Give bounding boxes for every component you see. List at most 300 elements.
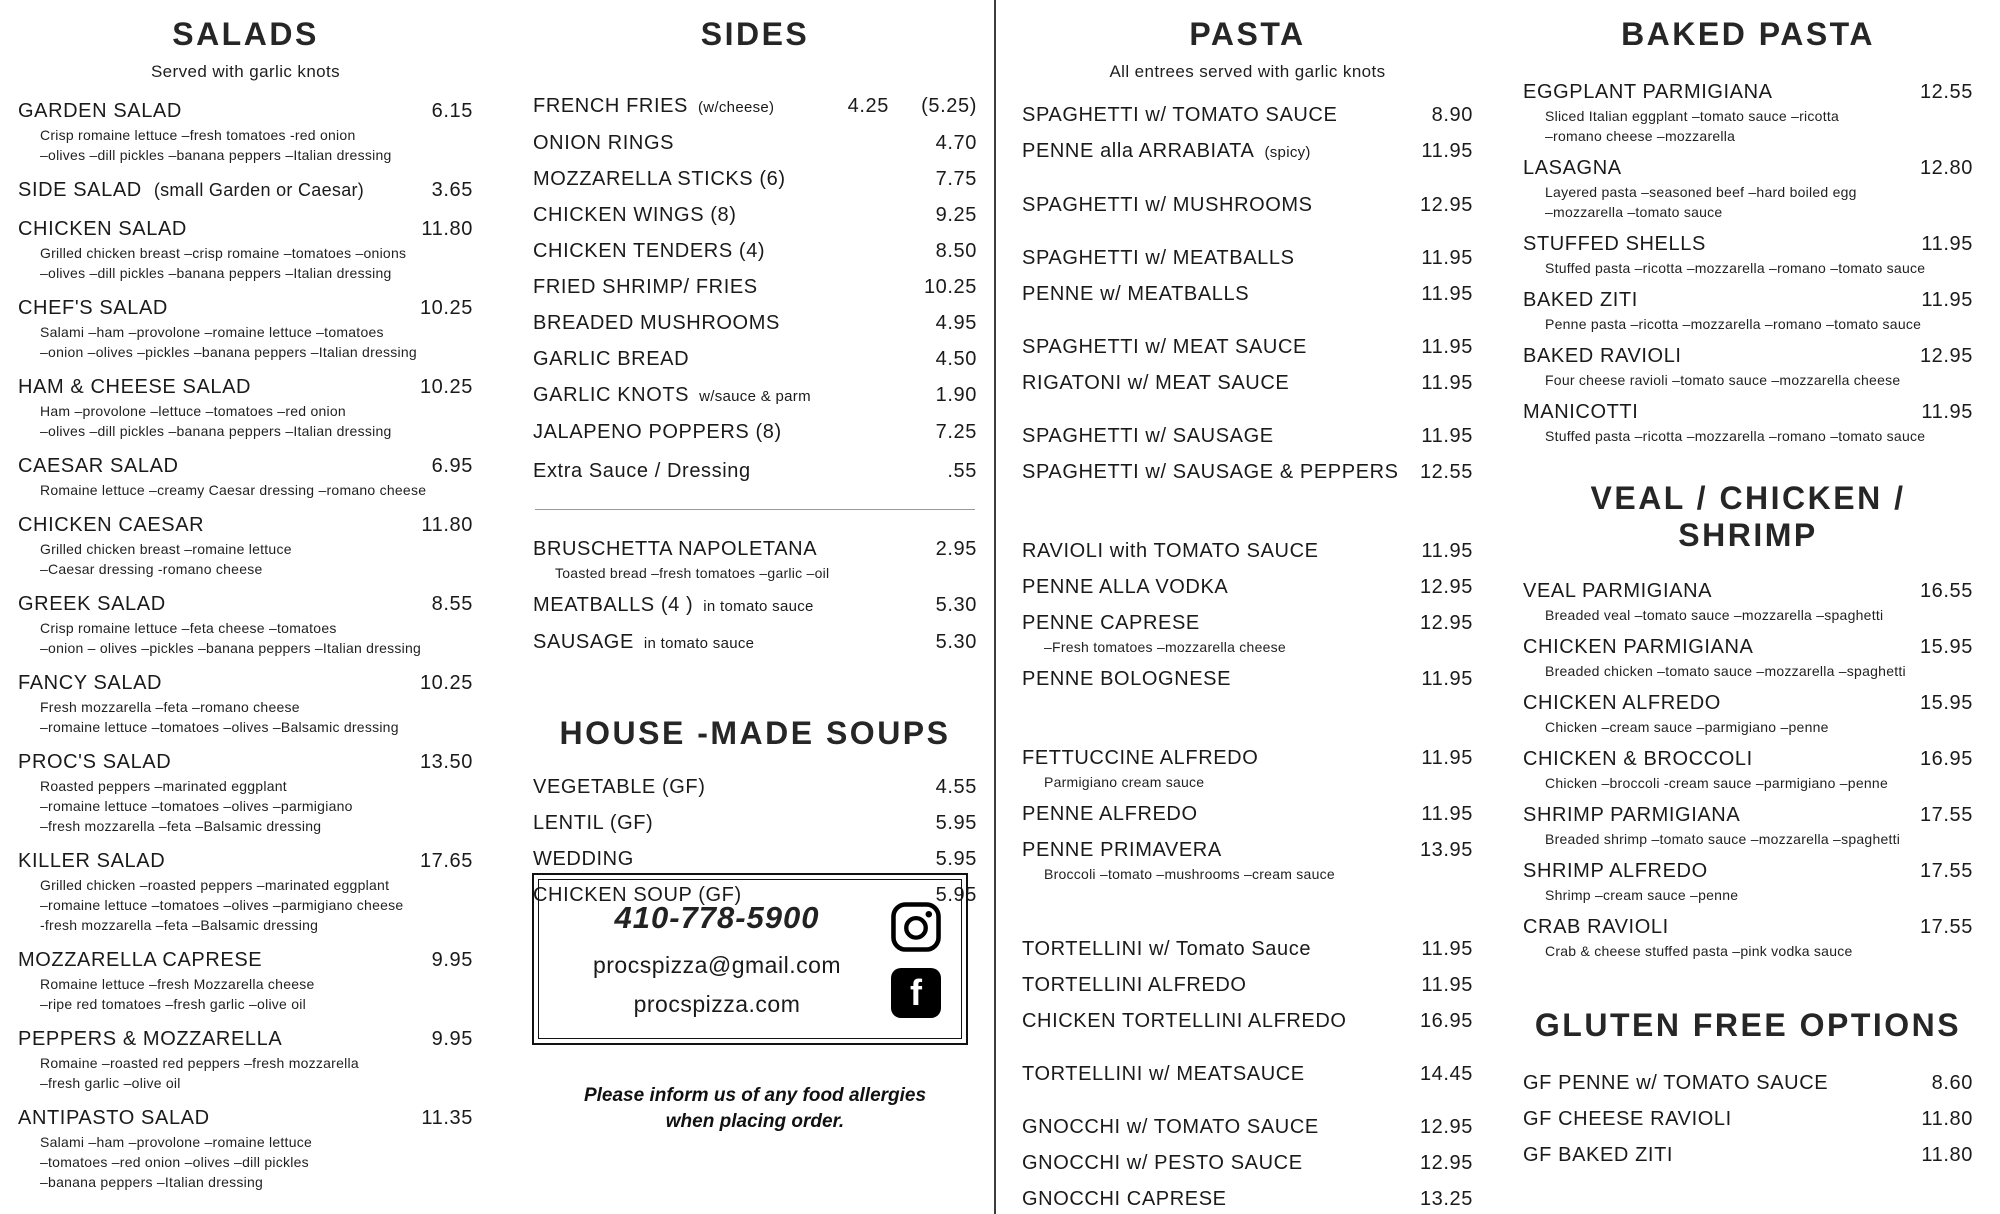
allergy-note bbox=[533, 1083, 977, 1135]
item-name: CHICKEN & BROCCOLI bbox=[1523, 748, 1753, 770]
menu-item bbox=[533, 458, 977, 485]
menu-item-row bbox=[18, 216, 473, 243]
item-desc-line: Breaded chicken –tomato sauce –mozzarella –spaghetti bbox=[1545, 663, 1906, 679]
item-description bbox=[1044, 864, 1473, 884]
menu-item bbox=[18, 216, 473, 283]
menu-item-row bbox=[533, 536, 977, 563]
menu-item-row bbox=[1523, 79, 1973, 106]
item-price: 12.95 bbox=[1419, 612, 1473, 634]
item-description bbox=[1545, 661, 1973, 681]
menu-item bbox=[1523, 79, 1973, 146]
item-name: SIDE SALAD (small Garden or Caesar) bbox=[18, 179, 365, 201]
item-name: MOZZARELLA STICKS (6) bbox=[533, 168, 786, 190]
menu-item-row bbox=[533, 774, 977, 801]
menu-item bbox=[533, 382, 977, 410]
item-name: GARLIC BREAD bbox=[533, 348, 690, 370]
item-name: HAM & CHEESE SALAD bbox=[18, 376, 252, 398]
item-name: GF CHEESE RAVIOLI bbox=[1523, 1108, 1732, 1130]
menu-item bbox=[1022, 459, 1473, 486]
menu-item bbox=[1523, 287, 1973, 334]
item-name: LENTIL (GF) bbox=[533, 812, 654, 834]
menu-item-row bbox=[1022, 370, 1473, 397]
item-price: 16.95 bbox=[1419, 1010, 1473, 1032]
menu-item bbox=[533, 419, 977, 446]
menu-item-row bbox=[1523, 634, 1973, 661]
menu-item bbox=[1022, 138, 1473, 166]
menu-item bbox=[1523, 155, 1973, 222]
item-name: CHICKEN TENDERS (4) bbox=[533, 240, 766, 262]
item-description bbox=[40, 1132, 473, 1192]
item-description bbox=[40, 401, 473, 441]
menu-item bbox=[533, 846, 977, 873]
item-name: GNOCCHI w/ TOMATO SAUCE bbox=[1022, 1116, 1319, 1138]
item-price: 12.95 bbox=[1419, 194, 1473, 216]
item-name: CHICKEN PARMIGIANA bbox=[1523, 636, 1754, 658]
item-desc-line: –fresh mozzarella –feta –Balsamic dressing bbox=[40, 818, 322, 834]
menu-item-row bbox=[18, 848, 473, 875]
menu-item bbox=[1022, 1008, 1473, 1035]
menu-item bbox=[533, 166, 977, 193]
item-price: 11.95 bbox=[1421, 938, 1473, 960]
menu-item bbox=[1523, 746, 1973, 793]
item-price: 5.95 bbox=[935, 812, 977, 834]
item-name: PROC'S SALAD bbox=[18, 751, 172, 773]
menu-item bbox=[1022, 370, 1473, 397]
menu-item bbox=[533, 346, 977, 373]
menu-item-row bbox=[18, 453, 473, 480]
item-name: WEDDING bbox=[533, 848, 634, 870]
menu-item-row bbox=[533, 310, 977, 337]
item-name: PENNE alla ARRABIATA (spicy) bbox=[1022, 140, 1311, 162]
menu-item-row bbox=[533, 592, 977, 620]
item-name: SHRIMP ALFREDO bbox=[1523, 860, 1708, 882]
item-name: STUFFED SHELLS bbox=[1523, 233, 1706, 255]
item-price: 8.90 bbox=[1431, 104, 1473, 126]
item-price: 11.80 bbox=[421, 218, 473, 240]
menu-item-row bbox=[18, 670, 473, 697]
menu-item-row bbox=[1022, 138, 1473, 166]
item-price: 11.95 bbox=[1421, 336, 1473, 358]
item-name: KILLER SALAD bbox=[18, 850, 166, 872]
item-desc-line: –mozzarella –tomato sauce bbox=[1545, 204, 1723, 220]
item-name: BRUSCHETTA NAPOLETANA bbox=[533, 538, 818, 560]
item-desc-line: Romaine –roasted red peppers –fresh mozzarella bbox=[40, 1055, 359, 1071]
item-name: PEPPERS & MOZZARELLA bbox=[18, 1028, 283, 1050]
menu-item-row bbox=[1523, 690, 1973, 717]
item-price: 11.95 bbox=[1421, 425, 1473, 447]
menu-item-row bbox=[18, 1026, 473, 1053]
menu-item-row bbox=[1022, 1150, 1473, 1177]
item-name: CHICKEN TORTELLINI ALFREDO bbox=[1022, 1010, 1347, 1032]
menu-item bbox=[533, 629, 977, 657]
menu-item bbox=[18, 591, 473, 658]
item-price: 11.95 bbox=[1921, 289, 1973, 311]
item-second-price: (5.25) bbox=[921, 95, 977, 117]
item-name: BAKED ZITI bbox=[1523, 289, 1638, 311]
item-price: 12.80 bbox=[1919, 157, 1973, 179]
menu-item-row bbox=[533, 238, 977, 265]
item-desc-line: –Caesar dressing -romano cheese bbox=[40, 561, 263, 577]
item-description bbox=[40, 776, 473, 836]
item-name: RIGATONI w/ MEAT SAUCE bbox=[1022, 372, 1290, 394]
item-price: 4.70 bbox=[935, 132, 977, 154]
menu-item-row bbox=[1022, 837, 1473, 864]
menu-item-row bbox=[1523, 1106, 1973, 1133]
item-description bbox=[1545, 370, 1973, 390]
item-desc-line: –romaine lettuce –tomatoes –olives –Balsamic dressing bbox=[40, 719, 399, 735]
menu-item-row bbox=[1523, 343, 1973, 370]
gluten-free-items bbox=[1523, 1070, 1973, 1169]
menu-item bbox=[1523, 1142, 1973, 1169]
menu-item-row bbox=[18, 374, 473, 401]
menu-item-row bbox=[1523, 155, 1973, 182]
item-name: MANICOTTI bbox=[1523, 401, 1639, 423]
menu-item-row bbox=[1022, 1008, 1473, 1035]
item-description bbox=[1044, 772, 1473, 792]
item-note: (spicy) bbox=[1264, 144, 1311, 161]
menu-item bbox=[533, 592, 977, 620]
item-name: TORTELLINI w/ MEATSAUCE bbox=[1022, 1063, 1305, 1085]
item-name: SPAGHETTI w/ MEATBALLS bbox=[1022, 247, 1295, 269]
menu-item bbox=[1523, 231, 1973, 278]
email-address: procspizza@gmail.com bbox=[592, 952, 842, 978]
item-desc-line: Broccoli –tomato –mushrooms –cream sauce bbox=[1044, 866, 1335, 882]
item-name: GARLIC KNOTS w/sauce & parm bbox=[533, 384, 811, 406]
menu-item bbox=[1022, 745, 1473, 792]
item-price: 10.25 bbox=[419, 672, 473, 694]
item-note: (small Garden or Caesar) bbox=[153, 180, 365, 200]
item-desc-line: Grilled chicken breast –romaine lettuce bbox=[40, 541, 292, 557]
item-description bbox=[40, 875, 473, 935]
menu-item-row bbox=[1523, 578, 1973, 605]
item-name: PENNE BOLOGNESE bbox=[1022, 668, 1232, 690]
menu-item bbox=[1022, 574, 1473, 601]
item-note: w/sauce & parm bbox=[699, 388, 811, 405]
pasta-title: PASTA bbox=[1189, 16, 1306, 52]
item-price: 13.25 bbox=[1419, 1188, 1473, 1210]
item-desc-line: Grilled chicken breast –crisp romaine –tomatoes –onions bbox=[40, 245, 407, 261]
item-price: 11.35 bbox=[421, 1107, 473, 1129]
item-price: 17.55 bbox=[1919, 860, 1973, 882]
menu-item-row bbox=[1523, 802, 1973, 829]
menu-item bbox=[1022, 801, 1473, 828]
item-price: 11.95 bbox=[1421, 540, 1473, 562]
item-desc-line: –olives –dill pickles –banana peppers –Italian dressing bbox=[40, 265, 392, 281]
menu-item-row bbox=[533, 810, 977, 837]
menu-item bbox=[18, 98, 473, 165]
menu-item-row bbox=[1022, 423, 1473, 450]
item-price: 6.95 bbox=[431, 455, 473, 477]
menu-item bbox=[1523, 634, 1973, 681]
menu-item-row bbox=[533, 93, 977, 121]
menu-item bbox=[1523, 1106, 1973, 1133]
item-price: 5.30 bbox=[935, 631, 977, 653]
item-price: 11.95 bbox=[1921, 233, 1973, 255]
item-description bbox=[40, 125, 473, 165]
item-name: PENNE ALLA VODKA bbox=[1022, 576, 1229, 598]
item-desc-line: Fresh mozzarella –feta –romano cheese bbox=[40, 699, 300, 715]
item-name: FRIED SHRIMP/ FRIES bbox=[533, 276, 758, 298]
item-price: 9.95 bbox=[431, 949, 473, 971]
item-price: 17.55 bbox=[1919, 916, 1973, 938]
item-desc-line: Grilled chicken –roasted peppers –marinated eggplant bbox=[40, 877, 390, 893]
item-name: GF PENNE w/ TOMATO SAUCE bbox=[1523, 1072, 1829, 1094]
item-desc-line: Roasted peppers –marinated eggplant bbox=[40, 778, 287, 794]
item-desc-line: Ham –provolone –lettuce –tomatoes –red onion bbox=[40, 403, 346, 419]
menu-item bbox=[18, 295, 473, 362]
item-price: 9.25 bbox=[935, 204, 977, 226]
veal-chicken-shrimp-title: VEAL / CHICKEN / SHRIMP bbox=[1590, 480, 1906, 553]
item-desc-line: –ripe red tomatoes –fresh garlic –olive oil bbox=[40, 996, 306, 1012]
menu-item bbox=[533, 238, 977, 265]
item-description bbox=[1545, 885, 1973, 905]
menu-item bbox=[1022, 1150, 1473, 1177]
menu-item bbox=[1022, 245, 1473, 272]
item-note: in tomato sauce bbox=[643, 635, 755, 652]
menu-item-row bbox=[1022, 801, 1473, 828]
salads-title: SALADS bbox=[172, 16, 319, 52]
menu-item-row bbox=[1523, 399, 1973, 426]
menu-item-row bbox=[18, 295, 473, 322]
item-price: 12.55 bbox=[1919, 81, 1973, 103]
item-name: CHICKEN WINGS (8) bbox=[533, 204, 737, 226]
veal-chicken-shrimp-items bbox=[1523, 578, 1973, 961]
menu-item bbox=[1022, 936, 1473, 963]
item-name: FANCY SALAD bbox=[18, 672, 163, 694]
item-desc-line: –romano cheese –mozzarella bbox=[1545, 128, 1736, 144]
item-name: CHICKEN SOUP (GF) bbox=[533, 884, 742, 906]
item-price: 12.95 bbox=[1419, 1116, 1473, 1138]
item-name: PENNE CAPRESE bbox=[1022, 612, 1200, 634]
item-name: CRAB RAVIOLI bbox=[1523, 916, 1669, 938]
menu-item bbox=[533, 774, 977, 801]
menu-item bbox=[533, 810, 977, 837]
menu-item bbox=[1022, 334, 1473, 361]
item-name: VEGETABLE (GF) bbox=[533, 776, 706, 798]
menu-item-row bbox=[1523, 858, 1973, 885]
item-name: EGGPLANT PARMIGIANA bbox=[1523, 81, 1773, 103]
menu-item-row bbox=[533, 166, 977, 193]
item-description bbox=[40, 974, 473, 1014]
item-price: 5.95 bbox=[935, 884, 977, 906]
section-gluten-free bbox=[1523, 1007, 1973, 1169]
menu-item bbox=[1022, 1186, 1473, 1213]
section-salads bbox=[18, 16, 473, 1192]
item-name: Extra Sauce / Dressing bbox=[533, 460, 751, 482]
item-desc-line: –banana peppers –Italian dressing bbox=[40, 1174, 264, 1190]
menu-item bbox=[18, 947, 473, 1014]
menu-item-row bbox=[18, 749, 473, 776]
item-description bbox=[555, 563, 977, 583]
menu-item-row bbox=[1523, 746, 1973, 773]
menu-item-row bbox=[1523, 231, 1973, 258]
menu-item bbox=[1022, 610, 1473, 657]
pasta-items bbox=[1022, 102, 1473, 1213]
menu-item bbox=[18, 453, 473, 500]
item-desc-line: Shrimp –cream sauce –penne bbox=[1545, 887, 1739, 903]
menu-item-row bbox=[1022, 936, 1473, 963]
facebook-icon: f bbox=[891, 968, 941, 1018]
menu-item bbox=[18, 374, 473, 441]
item-price: 17.65 bbox=[419, 850, 473, 872]
item-price: 11.95 bbox=[1421, 668, 1473, 690]
menu-item bbox=[1022, 972, 1473, 999]
item-desc-line: –romaine lettuce –tomatoes –olives –parmigiano cheese bbox=[40, 897, 404, 913]
menu-item-row bbox=[1022, 192, 1473, 219]
menu-item-row bbox=[1022, 245, 1473, 272]
item-desc-line: Chicken –broccoli -cream sauce –parmigiano –penne bbox=[1545, 775, 1888, 791]
item-desc-line: –tomatoes –red onion –olives –dill pickles bbox=[40, 1154, 309, 1170]
soups-title: HOUSE -MADE SOUPS bbox=[559, 715, 951, 751]
menu-item-row bbox=[533, 130, 977, 157]
item-description bbox=[1545, 258, 1973, 278]
menu-item bbox=[1523, 858, 1973, 905]
menu-item-row bbox=[533, 274, 977, 301]
item-desc-line: Breaded veal –tomato sauce –mozzarella –spaghetti bbox=[1545, 607, 1884, 623]
section-baked-pasta bbox=[1523, 16, 1973, 446]
item-name: SPAGHETTI w/ SAUSAGE & PEPPERS bbox=[1022, 461, 1399, 483]
item-name: PENNE ALFREDO bbox=[1022, 803, 1198, 825]
menu-item-row bbox=[533, 629, 977, 657]
item-name: SHRIMP PARMIGIANA bbox=[1523, 804, 1741, 826]
item-price: 1.90 bbox=[935, 384, 977, 406]
item-price: .55 bbox=[947, 460, 977, 482]
item-desc-line: Romaine lettuce –creamy Caesar dressing –romano cheese bbox=[40, 482, 427, 498]
item-desc-line: -fresh mozzarella –feta –Balsamic dressing bbox=[40, 917, 319, 933]
item-price: 16.55 bbox=[1919, 580, 1973, 602]
divider-rule bbox=[535, 509, 975, 510]
menu-item bbox=[1523, 343, 1973, 390]
item-name: PENNE PRIMAVERA bbox=[1022, 839, 1222, 861]
item-price: 12.55 bbox=[1419, 461, 1473, 483]
item-price: 8.55 bbox=[431, 593, 473, 615]
item-desc-line: Layered pasta –seasoned beef –hard boiled egg bbox=[1545, 184, 1857, 200]
item-desc-line: Stuffed pasta –ricotta –mozzarella –romano –tomato sauce bbox=[1545, 428, 1926, 444]
menu-item bbox=[1523, 802, 1973, 849]
item-description bbox=[1545, 106, 1973, 146]
item-desc-line: Crisp romaine lettuce –fresh tomatoes -red onion bbox=[40, 127, 356, 143]
item-name: VEAL PARMIGIANA bbox=[1523, 580, 1713, 602]
item-price: 11.95 bbox=[1421, 372, 1473, 394]
menu-item-row bbox=[533, 382, 977, 410]
item-price: 10.25 bbox=[419, 376, 473, 398]
item-price: 11.80 bbox=[1921, 1108, 1973, 1130]
item-name: CAESAR SALAD bbox=[18, 455, 179, 477]
menu-item-row bbox=[1523, 1070, 1973, 1097]
allergy-note-line: when placing order. bbox=[665, 1111, 845, 1132]
item-name: TORTELLINI w/ Tomato Sauce bbox=[1022, 938, 1312, 960]
item-price: 8.50 bbox=[935, 240, 977, 262]
item-price: 13.95 bbox=[1419, 839, 1473, 861]
menu-item bbox=[18, 512, 473, 579]
item-name: PENNE w/ MEATBALLS bbox=[1022, 283, 1250, 305]
item-name: CHICKEN SALAD bbox=[18, 218, 187, 240]
item-desc-line: Salami –ham –provolone –romaine lettuce bbox=[40, 1134, 313, 1150]
item-price: 7.25 bbox=[935, 421, 977, 443]
menu-item-row bbox=[1022, 745, 1473, 772]
item-name: RAVIOLI with TOMATO SAUCE bbox=[1022, 540, 1319, 562]
item-name: GNOCCHI CAPRESE bbox=[1022, 1188, 1227, 1210]
item-desc-line: –Fresh tomatoes –mozzarella cheese bbox=[1044, 639, 1286, 655]
item-price: 7.75 bbox=[935, 168, 977, 190]
website-url: procspizza.com bbox=[633, 991, 801, 1017]
menu-item-row bbox=[533, 846, 977, 873]
item-name: SPAGHETTI w/ MUSHROOMS bbox=[1022, 194, 1313, 216]
item-price: 4.95 bbox=[935, 312, 977, 334]
item-price: 10.25 bbox=[419, 297, 473, 319]
item-price: 9.95 bbox=[431, 1028, 473, 1050]
menu-item-row bbox=[1523, 914, 1973, 941]
menu-item-row bbox=[18, 98, 473, 125]
menu-item bbox=[18, 670, 473, 737]
menu-item bbox=[1022, 281, 1473, 308]
item-price: 11.95 bbox=[1421, 747, 1473, 769]
item-name: JALAPENO POPPERS (8) bbox=[533, 421, 782, 443]
item-name: CHEF'S SALAD bbox=[18, 297, 168, 319]
item-name: GF BAKED ZITI bbox=[1523, 1144, 1674, 1166]
menu-item-row bbox=[1022, 1114, 1473, 1141]
item-note: (w/cheese) bbox=[697, 99, 775, 116]
item-price: 11.95 bbox=[1421, 247, 1473, 269]
item-name: BREADED MUSHROOMS bbox=[533, 312, 780, 334]
section-veal-chicken-shrimp bbox=[1523, 480, 1973, 961]
item-price: 8.60 bbox=[1931, 1072, 1973, 1094]
item-desc-line: Parmigiano cream sauce bbox=[1044, 774, 1205, 790]
item-price: 4.55 bbox=[935, 776, 977, 798]
menu-item bbox=[533, 274, 977, 301]
item-desc-line: Crisp romaine lettuce –feta cheese –tomatoes bbox=[40, 620, 337, 636]
menu-item bbox=[18, 1026, 473, 1093]
menu-item-row bbox=[1022, 1186, 1473, 1213]
menu-item-row bbox=[18, 591, 473, 618]
item-price: 11.80 bbox=[1921, 1144, 1973, 1166]
item-description bbox=[1545, 314, 1973, 334]
item-price: 5.95 bbox=[935, 848, 977, 870]
item-note: in tomato sauce bbox=[703, 598, 814, 615]
allergy-note-line: Please inform us of any food allergies bbox=[583, 1085, 927, 1106]
item-description bbox=[40, 1053, 473, 1093]
item-name: ONION RINGS bbox=[533, 132, 675, 154]
pasta-subtitle: All entrees served with garlic knots bbox=[1109, 62, 1386, 81]
item-price: 6.15 bbox=[431, 100, 473, 122]
item-desc-line: –olives –dill pickles –banana peppers –Italian dressing bbox=[40, 147, 392, 163]
item-desc-line: Romaine lettuce –fresh Mozzarella cheese bbox=[40, 976, 315, 992]
item-desc-line: Crab & cheese stuffed pasta –pink vodka sauce bbox=[1545, 943, 1853, 959]
item-description bbox=[40, 322, 473, 362]
item-price: 11.95 bbox=[1421, 283, 1473, 305]
menu-item-row bbox=[1523, 287, 1973, 314]
menu-item-row bbox=[533, 202, 977, 229]
item-desc-line: Chicken –cream sauce –parmigiano –penne bbox=[1545, 719, 1829, 735]
page-divider bbox=[994, 0, 996, 1214]
menu-item bbox=[18, 749, 473, 836]
item-description bbox=[40, 243, 473, 283]
menu-item bbox=[533, 202, 977, 229]
section-pasta bbox=[1022, 16, 1473, 1213]
menu-item bbox=[1022, 666, 1473, 693]
item-description bbox=[1545, 426, 1973, 446]
item-name: FETTUCCINE ALFREDO bbox=[1022, 747, 1259, 769]
item-name: SPAGHETTI w/ TOMATO SAUCE bbox=[1022, 104, 1338, 126]
item-desc-line: –romaine lettuce –tomatoes –olives –parmigiano bbox=[40, 798, 353, 814]
item-description bbox=[1545, 182, 1973, 222]
menu-item bbox=[1022, 1114, 1473, 1141]
menu-item bbox=[533, 536, 977, 583]
sides-items bbox=[533, 93, 977, 657]
item-name: ANTIPASTO SALAD bbox=[18, 1107, 210, 1129]
contact-info bbox=[551, 890, 883, 1028]
menu-item bbox=[18, 848, 473, 935]
